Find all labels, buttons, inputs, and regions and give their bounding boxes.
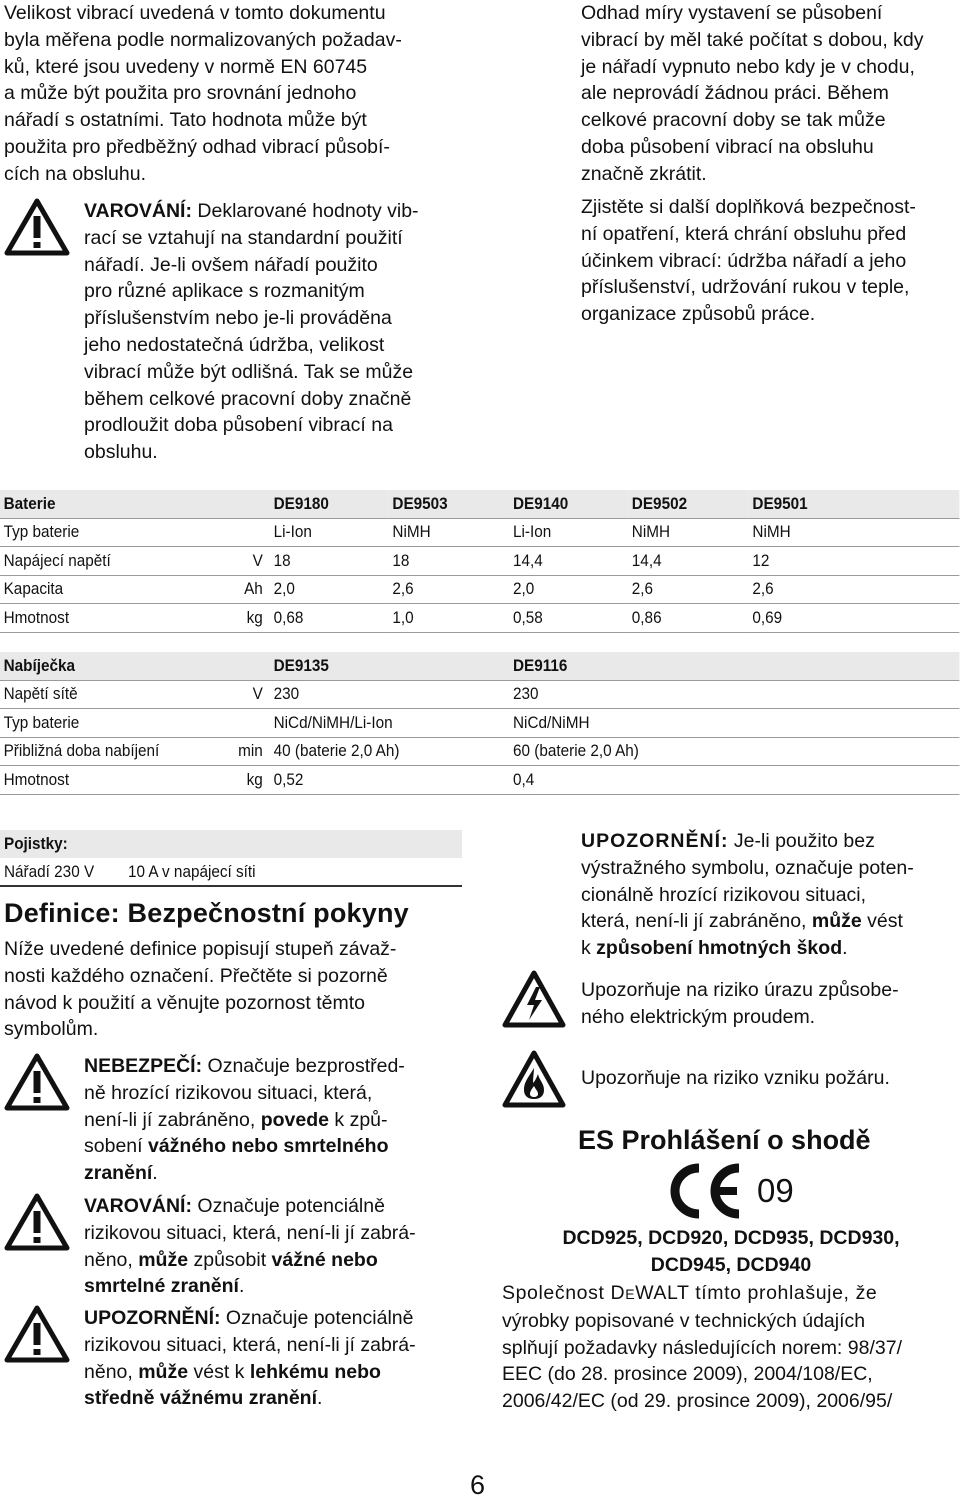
electric-shock-icon: [502, 970, 566, 1028]
table-cell: min: [207, 737, 270, 766]
danger-definition: [84, 1053, 464, 1187]
exposure-line: doba působení vibrací na obsluhu: [581, 135, 874, 158]
electric-notice: [581, 977, 960, 1031]
table-cell: V: [207, 547, 270, 576]
declaration-line: výrobky popisované v technických údajích: [502, 1309, 866, 1332]
table-header-cell: DE9135: [270, 652, 509, 680]
caution-emphasis: středně vážnému zranění: [84, 1387, 317, 1410]
intro-line: nářadí s ostatními. Tato hodnota může být: [4, 109, 367, 132]
table-cell: 2,6: [628, 575, 749, 604]
table-row: [0, 737, 959, 766]
table-cell: 0,86: [628, 604, 749, 633]
table-header-cell: DE9116: [509, 652, 959, 680]
protection-line: Zjistěte si další doplňková bezpečnost-: [581, 196, 916, 218]
intro-line: ků, které jsou uvedeny v normě EN 60745: [4, 55, 368, 78]
declaration-text: WALT tímto prohlašuje, že: [635, 1282, 878, 1304]
definitions-heading: Definice: Bezpečnostní pokyny: [4, 898, 409, 928]
declaration-heading: ES Prohlášení o shodě: [578, 1125, 871, 1155]
table-cell: Hmotnost: [0, 766, 207, 795]
notice-emphasis: může: [811, 910, 862, 933]
notice-text: Je-li použito bez: [728, 830, 875, 852]
table-cell: 60 (baterie 2,0 Ah): [509, 737, 959, 766]
warning-def-text: způsobit: [188, 1248, 272, 1271]
warning-def-emphasis: smrtelné zranění: [84, 1275, 239, 1298]
table-cell: [207, 518, 270, 547]
notice-text: která, není-li jí zabráněno,: [581, 910, 812, 933]
danger-text: k způ-: [328, 1108, 388, 1131]
table-cell: 0,52: [270, 766, 509, 795]
notice-text: .: [842, 937, 848, 960]
definitions-intro-line: nosti každého označení. Přečtěte si pozorně: [4, 964, 388, 987]
ce-mark-icon: [665, 1162, 745, 1220]
table-cell: 230: [270, 680, 509, 709]
table-cell: 12: [749, 547, 960, 576]
table-cell: 230: [509, 680, 959, 709]
notice-emphasis: způsobení hmotných škod: [596, 937, 843, 960]
ce-number: 09: [757, 1172, 794, 1209]
warning-triangle-icon: [4, 198, 70, 256]
table-header-cell: DE9503: [389, 490, 510, 518]
exposure-paragraph: [581, 0, 960, 188]
exposure-line: ale neprovádí žádnou práci. Během: [581, 82, 889, 105]
table-row: [0, 604, 959, 633]
warning-def-title: VAROVÁNÍ:: [84, 1195, 192, 1217]
warning-def-emphasis: může: [138, 1248, 189, 1271]
notice-text: vést: [861, 910, 903, 933]
fuses-row-value: 10 A v napájecí síti: [128, 862, 256, 881]
table-header-cell: DE9502: [628, 490, 749, 518]
fire-notice: [581, 1065, 960, 1092]
table-cell: 2,0: [270, 575, 389, 604]
definitions-intro-line: symbolům.: [4, 1018, 99, 1041]
table-header-cell: Nabíječka: [0, 652, 207, 680]
intro-line: použita pro předběžný odhad vibrací působí-: [4, 135, 390, 158]
vibration-intro: [4, 0, 464, 188]
danger-text: není-li jí zabráněno,: [84, 1108, 261, 1131]
caution-emphasis: lehkému nebo: [249, 1360, 381, 1383]
table-cell: NiCd/NiMH/Li-Ion: [270, 709, 509, 738]
definitions-intro-line: návod k použití a věnujte pozornost těmto: [4, 991, 365, 1014]
intro-line: a může být použita pro srovnání jednoho: [4, 82, 357, 105]
property-damage-notice: [581, 828, 960, 962]
caution-definition: [84, 1305, 464, 1412]
warning-line: rací se vztahují na standardní použití: [84, 226, 403, 249]
declaration-body: [502, 1280, 960, 1415]
intro-line: cích na obsluhu.: [4, 162, 147, 185]
declaration-text: Společnost D: [502, 1282, 626, 1304]
table-cell: 14,4: [509, 547, 628, 576]
charger-table: [0, 652, 959, 795]
table-cell: 18: [270, 547, 389, 576]
table-cell: Napětí sítě: [0, 680, 207, 709]
table-row: [0, 518, 959, 547]
fuses-header: [0, 830, 462, 858]
table-header-row: [0, 490, 959, 518]
danger-text: Označuje bezprostřed-: [202, 1055, 405, 1077]
electric-line: ného elektrickým proudem.: [581, 1005, 816, 1028]
fuses-title: Pojistky:: [4, 834, 68, 853]
vibration-warning: [84, 198, 464, 466]
table-cell: Kapacita: [0, 575, 207, 604]
danger-emphasis: povede: [260, 1108, 329, 1131]
caution-emphasis: může: [138, 1360, 189, 1383]
exposure-line: vibrací by měl také počítat s dobou, kdy: [581, 28, 924, 51]
caution-triangle-icon: [4, 1305, 70, 1363]
warning-triangle-icon: [4, 1193, 70, 1251]
warning-line: příslušenstvím nebo je-li prováděna: [84, 307, 392, 330]
warning-def-text: .: [238, 1275, 245, 1298]
table-cell: NiMH: [628, 518, 749, 547]
exposure-line: značně zkrátit.: [581, 162, 707, 185]
table-cell: Hmotnost: [0, 604, 207, 633]
table-cell: kg: [207, 766, 270, 795]
caution-text: Označuje potenciálně: [220, 1307, 414, 1329]
caution-line: rizikovou situaci, která, není-li jí zabrá-: [84, 1333, 416, 1356]
table-row: [0, 680, 959, 709]
table-cell: 14,4: [628, 547, 749, 576]
notice-line: výstražného symbolu, označuje poten-: [581, 856, 914, 879]
warning-line: obsluhu.: [84, 441, 158, 464]
danger-text: sobení: [84, 1135, 148, 1158]
table-header-cell: DE9180: [270, 490, 389, 518]
warning-line: vibrací může být odlišná. Tak se může: [84, 360, 414, 383]
notice-title: UPOZORNĚNÍ:: [581, 830, 729, 852]
definitions-intro: [4, 936, 464, 1043]
danger-triangle-icon: [4, 1053, 70, 1111]
table-cell: NiMH: [749, 518, 960, 547]
table-cell: 0,69: [749, 604, 960, 633]
warning-text: Deklarované hodnoty vib-: [191, 200, 419, 222]
warning-definition: [84, 1193, 464, 1300]
danger-emphasis: vážného nebo smrtelného: [147, 1135, 389, 1158]
table-header-cell: [207, 490, 270, 518]
warning-def-text: něno,: [84, 1248, 139, 1271]
caution-text: vést k: [188, 1360, 250, 1383]
table-header-cell: [207, 652, 270, 680]
intro-line: byla měřena podle normalizovaných požadav-: [4, 28, 402, 51]
table-cell: Napájecí napětí: [0, 547, 207, 576]
fuses-row-label: Nářadí 230 V: [4, 862, 95, 881]
table-cell: V: [207, 680, 270, 709]
danger-line: ně hrozící rizikovou situaci, která,: [84, 1081, 373, 1104]
table-cell: Typ baterie: [0, 709, 207, 738]
warning-def-text: Označuje potenciálně: [191, 1195, 385, 1217]
table-header-cell: DE9140: [509, 490, 628, 518]
intro-line: Velikost vibrací uvedená v tomto dokumentu: [4, 2, 386, 24]
table-cell: 0,58: [509, 604, 628, 633]
table-cell: [207, 709, 270, 738]
protection-line: příslušenství, udržování rukou v teple,: [581, 276, 910, 299]
fire-line: Upozorňuje na riziko vzniku požáru.: [581, 1067, 890, 1089]
definitions-intro-line: Níže uvedené definice popisují stupeň závaž-: [4, 938, 397, 960]
warning-def-emphasis: vážné nebo: [271, 1248, 378, 1271]
declaration-line: EEC (do 28. prosince 2009), 2004/108/EC,: [502, 1363, 873, 1386]
exposure-line: Odhad míry vystavení se působení: [581, 2, 883, 24]
declaration-text: E: [625, 1286, 636, 1302]
notice-line: cionálně hrozící rizikovou situaci,: [581, 883, 867, 906]
table-cell: 40 (baterie 2,0 Ah): [270, 737, 509, 766]
warning-title: VAROVÁNÍ:: [84, 200, 192, 222]
warning-line: jeho nedostatečná údržba, velikost: [84, 333, 385, 356]
protection-paragraph: [581, 194, 960, 328]
page-number: 6: [470, 1470, 486, 1500]
declaration-line: splňují požadavky následujících norem: 98/37/: [502, 1336, 902, 1359]
warning-line: nářadí. Je-li ovšem nářadí použito: [84, 253, 378, 276]
warning-def-line: rizikovou situaci, která, není-li jí zabrá-: [84, 1221, 416, 1244]
table-cell: 2,0: [509, 575, 628, 604]
table-cell: 2,6: [389, 575, 510, 604]
table-header-row: [0, 652, 959, 680]
table-cell: NiMH: [389, 518, 510, 547]
battery-table: [0, 490, 959, 633]
table-row: [0, 575, 959, 604]
exposure-line: je nářadí vypnuto nebo kdy je v chodu,: [581, 55, 915, 78]
declaration-models: [502, 1225, 960, 1279]
table-cell: Li-Ion: [509, 518, 628, 547]
danger-emphasis: zranění: [84, 1162, 153, 1185]
notice-text: k: [581, 937, 597, 960]
fuses-row: [0, 858, 462, 887]
table-cell: 0,68: [270, 604, 389, 633]
table-row: [0, 547, 959, 576]
table-header-cell: Baterie: [0, 490, 207, 518]
table-cell: Typ baterie: [0, 518, 207, 547]
table-cell: NiCd/NiMH: [509, 709, 959, 738]
warning-line: pro různé aplikace s rozmanitým: [84, 280, 365, 303]
table-row: [0, 709, 959, 738]
protection-line: účinkem vibrací: údržba nářadí a jeho: [581, 249, 907, 272]
models-line: DCD925, DCD920, DCD935, DCD930,: [562, 1227, 900, 1249]
warning-line: během celkové pracovní doby značně: [84, 387, 412, 410]
table-cell: 18: [389, 547, 510, 576]
fire-icon: [502, 1050, 566, 1108]
table-cell: 0,4: [509, 766, 959, 795]
table-cell: 2,6: [749, 575, 960, 604]
exposure-line: celkové pracovní doby se tak může: [581, 109, 886, 132]
table-cell: Přibližná doba nabíjení: [0, 737, 207, 766]
table-header-cell: DE9501: [749, 490, 960, 518]
danger-text: .: [152, 1162, 158, 1185]
table-cell: kg: [207, 604, 270, 633]
declaration-line: 2006/42/EC (od 29. prosince 2009), 2006/95/: [502, 1390, 893, 1413]
electric-line: Upozorňuje na riziko úrazu způsobe-: [581, 979, 899, 1001]
table-cell: Li-Ion: [270, 518, 389, 547]
protection-line: ní opatření, která chrání obsluhu před: [581, 222, 907, 245]
table-row: [0, 766, 959, 795]
caution-text: .: [317, 1387, 323, 1410]
warning-line: prodloužit doba působení vibrací na: [84, 414, 393, 437]
caution-title: UPOZORNĚNÍ:: [84, 1307, 221, 1329]
table-cell: 1,0: [389, 604, 510, 633]
table-cell: Ah: [207, 575, 270, 604]
models-line: DCD945, DCD940: [650, 1254, 812, 1276]
protection-line: organizace způsobů práce.: [581, 303, 816, 326]
danger-title: NEBEZPEČÍ:: [84, 1055, 203, 1077]
caution-text: něno,: [84, 1360, 139, 1383]
